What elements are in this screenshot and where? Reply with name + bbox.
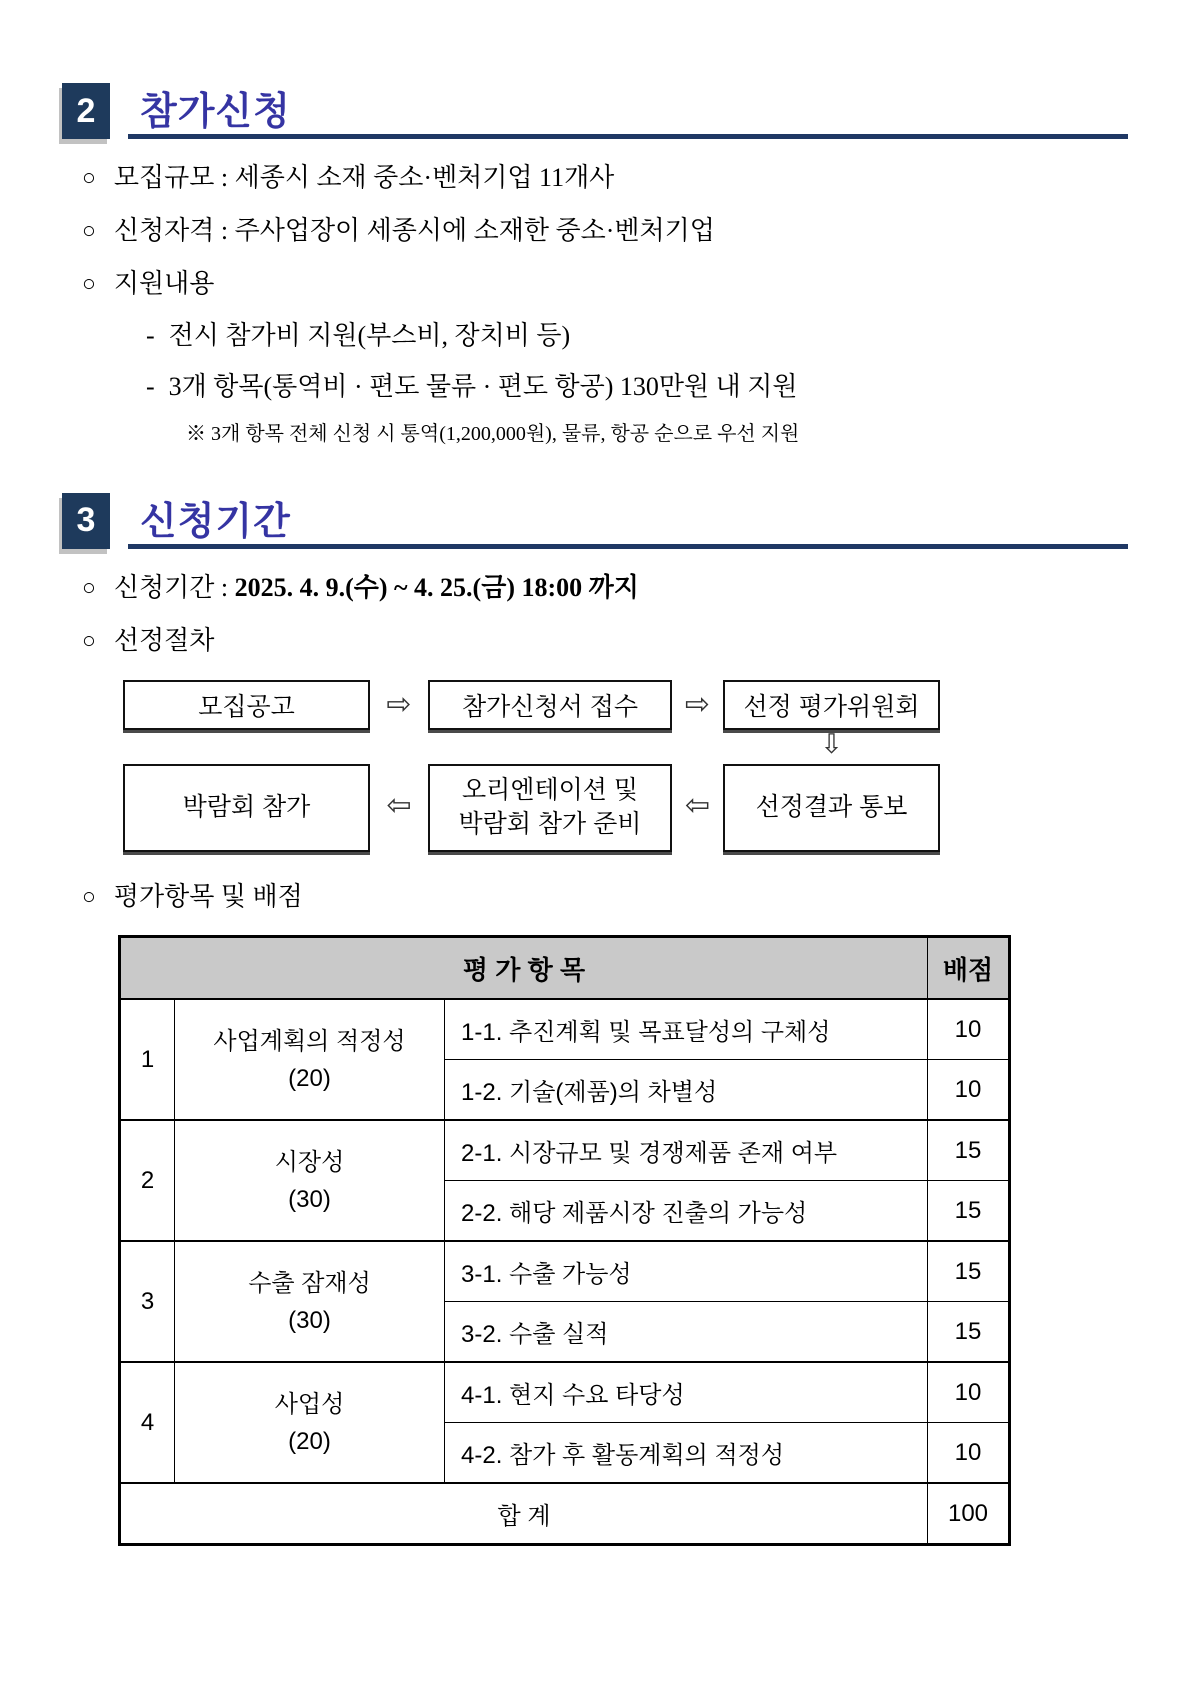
category-weight: (20) [288, 1064, 331, 1092]
selection-flowchart [123, 680, 1128, 852]
circle-bullet-icon: ○ [82, 883, 96, 909]
group2-category [175, 1120, 445, 1241]
bullet-evaluation [82, 880, 1128, 914]
circle-bullet-icon: ○ [82, 217, 96, 243]
arrow-left-icon: ⇦ [386, 788, 412, 824]
orientation-line2: 박람회 참가 준비 [458, 809, 642, 838]
score-cell: 10 [928, 999, 1010, 1060]
item-cell: 3-2. 수출 실적 [445, 1302, 928, 1363]
section3-header [62, 493, 1128, 549]
group3-no: 3 [120, 1241, 175, 1362]
score-cell: 10 [928, 1362, 1010, 1423]
group2-no: 2 [120, 1120, 175, 1241]
group1-no: 1 [120, 999, 175, 1120]
section3-title: 신청기간 [140, 500, 291, 543]
item-cell: 4-2. 참가 후 활동계획의 적정성 [445, 1423, 928, 1484]
section2-body [62, 161, 1128, 447]
group3-category [175, 1241, 445, 1362]
flow-step-orientation [428, 764, 672, 852]
flow-step-expo [123, 764, 370, 852]
item-cell: 2-2. 해당 제품시장 진출의 가능성 [445, 1181, 928, 1242]
arrow-left-icon: ⇦ [684, 788, 711, 824]
table-header-row [120, 937, 1010, 1000]
category-weight: (30) [288, 1306, 331, 1334]
category-name: 시장성 [274, 1148, 345, 1176]
table-row [120, 1241, 1010, 1302]
arrow-right-icon: ⇨ [386, 687, 412, 723]
evaluation-table [118, 935, 1011, 1546]
flow-step-notification [723, 764, 940, 852]
item-cell: 1-1. 추진계획 및 목표달성의 구체성 [445, 999, 928, 1060]
recruit-text: 모집규모 : 세종시 소재 중소·벤처기업 11개사 [113, 163, 615, 192]
note-priority: ※ 3개 항목 전체 신청 시 통역(1,200,000원), 물류, 항공 순으로 우선 지원 [186, 422, 800, 445]
expo-text: 박람회 참가 [182, 792, 311, 821]
category-name: 사업계획의 적정성 [213, 1027, 406, 1055]
section2-number-box: 2 [62, 83, 110, 139]
dash-bullet-icon: - [146, 372, 155, 402]
item-cell: 1-2. 기술(제품)의 차별성 [445, 1060, 928, 1121]
qualification-text: 신청자격 : 주사업장이 세종시에 소재한 중소·벤처기업 [113, 215, 715, 245]
bullet-support [82, 267, 1128, 301]
total-label: 합 계 [120, 1483, 928, 1545]
circle-bullet-icon: ○ [82, 574, 96, 600]
period-label: 신청기간 : [113, 572, 235, 602]
exhibit-fee-text: 전시 참가비 지원(부스비, 장치비 등) [168, 321, 571, 351]
group1-category [175, 999, 445, 1120]
group4-no: 4 [120, 1362, 175, 1483]
procedure-text: 선정절차 [113, 625, 215, 655]
three-items-text: 3개 항목(통역비 · 편도 물류 · 편도 항공) 130만원 내 지원 [168, 372, 798, 402]
category-weight: (30) [288, 1185, 331, 1213]
section2-header [62, 83, 1128, 139]
bullet-procedure [82, 624, 1128, 658]
score-cell: 10 [928, 1423, 1010, 1484]
score-cell: 15 [928, 1120, 1010, 1181]
table-row [120, 1120, 1010, 1181]
flow-step-application: 참가신청서 접수 [428, 680, 672, 730]
bullet-qualification [82, 214, 1128, 248]
section3-body [62, 571, 1128, 1546]
category-weight: (20) [288, 1427, 331, 1455]
flow-step-announcement: 모집공고 [123, 680, 370, 730]
score-cell: 15 [928, 1181, 1010, 1242]
section-gap [62, 447, 1128, 493]
section3-number-box: 3 [62, 493, 110, 549]
flow-step-committee: 선정 평가위원회 [723, 680, 940, 730]
dash-bullet-icon: - [146, 321, 155, 351]
group4-category [175, 1362, 445, 1483]
item-cell: 3-1. 수출 가능성 [445, 1241, 928, 1302]
table-row [120, 1362, 1010, 1423]
subitem-exhibit-fee [146, 319, 1128, 353]
score-cell: 15 [928, 1241, 1010, 1302]
orientation-line1: 오리엔테이션 및 [462, 775, 638, 804]
section3-underline [128, 544, 1128, 549]
support-text: 지원내용 [113, 268, 215, 298]
bullet-period [82, 571, 1128, 605]
circle-bullet-icon: ○ [82, 165, 96, 190]
notification-text: 선정결과 통보 [755, 792, 908, 821]
circle-bullet-icon: ○ [82, 270, 96, 296]
section2-title: 참가신청 [140, 91, 291, 133]
period-value: 2025. 4. 9.(수) ~ 4. 25.(금) 18:00 까지 [234, 572, 639, 602]
arrow-down-icon: ⇩ [820, 728, 843, 760]
category-name: 사업성 [274, 1390, 345, 1418]
total-score: 100 [928, 1483, 1010, 1545]
circle-bullet-icon: ○ [82, 627, 96, 653]
item-cell: 4-1. 현지 수요 타당성 [445, 1362, 928, 1423]
arrow-right-icon: ⇨ [684, 687, 711, 723]
bullet-recruit [82, 161, 1128, 195]
item-cell: 2-1. 시장규모 및 경쟁제품 존재 여부 [445, 1120, 928, 1181]
table-total-row [120, 1483, 1010, 1545]
score-cell: 15 [928, 1302, 1010, 1363]
section2-underline [128, 134, 1128, 139]
evaluation-heading: 평가항목 및 배점 [113, 881, 303, 911]
category-name: 수출 잠재성 [248, 1269, 371, 1297]
score-cell: 10 [928, 1060, 1010, 1121]
table-row [120, 999, 1010, 1060]
header-score: 배점 [928, 937, 1010, 1000]
period-line [114, 571, 639, 605]
subitem-three-items [146, 370, 1128, 404]
header-eval-items: 평 가 항 목 [120, 937, 928, 1000]
